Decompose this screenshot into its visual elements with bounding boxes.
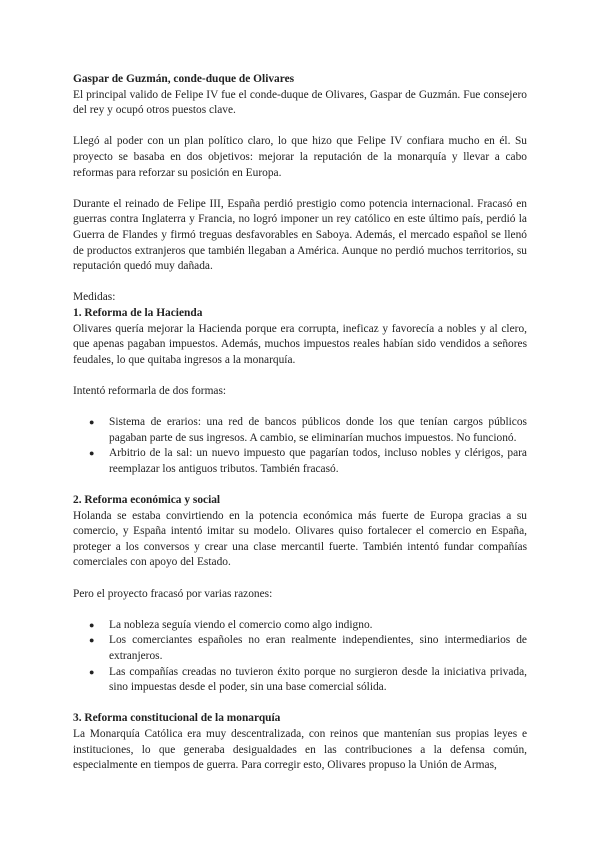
bullet-icon: ●	[89, 666, 95, 677]
intro-paragraph-1: El principal valido de Felipe IV fue el conde-duque de Olivares, Gaspar de Guzmán. Fue consejero del rey y ocupó otros puestos clave.	[73, 88, 527, 117]
list-item	[73, 618, 527, 634]
spacer	[73, 477, 527, 493]
spacer	[73, 368, 527, 384]
section2-lead: Pero el proyecto fracasó por varias razones:	[73, 587, 273, 600]
list-item	[73, 665, 527, 696]
intro-paragraph-3: Durante el reinado de Felipe III, España perdió prestigio como potencia internacional. Fracasó en guerras contra Inglaterra y Francia, no logró imponer un rey católico en este último país, perdió la Guerra de Flandes y firmó treguas desfavorables en Saboya. Además, el mercado español se llenó de productos extranjeros que también llegaban a América. Aunque no perdió muchos territorios, su reputación quedó muy dañada.	[73, 197, 527, 273]
medidas-label: Medidas:	[73, 291, 116, 304]
list-item-text: Los comerciantes españoles no eran realmente independientes, sino intermediarios de extranjeros.	[109, 634, 527, 662]
section1-bullet-list	[73, 415, 527, 477]
list-item	[73, 633, 527, 664]
list-item-text: Las compañías creadas no tuvieron éxito porque no surgieron desde la iniciativa privada, sino impuestas desde el poder, sin una base comercial sólida.	[109, 665, 527, 694]
spacer	[73, 399, 527, 415]
spacer	[73, 571, 527, 587]
section2-paragraph: Holanda se estaba convirtiendo en la potencia económica más fuerte de Europa gracias a su comercio, y España intentó imitar su modelo. Olivares quiso fortalecer el comercio en España, proteger a los conversos y crear una clase mercantil fuerte. También intentó fundar compañías comerciales con apoyo del Estado.	[73, 509, 527, 569]
intro-paragraph-2: Llegó al poder con un plan político claro, lo que hizo que Felipe IV confiara mucho en él. Su proyecto se basaba en dos objetivos: mejorar la reputación de la monarquía y llevar a cabo reformas para reforzar su posición en Europa.	[73, 135, 527, 179]
spacer	[73, 275, 527, 291]
bullet-icon: ●	[89, 619, 95, 630]
list-item-text: Sistema de erarios: una red de bancos públicos donde los que tenían cargos públicos pagaban parte de sus ingresos. A cambio, se eliminarían muchos impuestos. No funcionó.	[109, 416, 527, 444]
spacer	[73, 696, 527, 712]
spacer	[73, 602, 527, 618]
list-item-text: La nobleza seguía viendo el comercio como algo indigno.	[109, 618, 373, 631]
spacer	[73, 119, 527, 135]
document-page	[73, 72, 527, 774]
section3-heading: 3. Reforma constitucional de la monarquía	[73, 712, 281, 725]
section2-bullet-list	[73, 618, 527, 696]
bullet-icon: ●	[89, 448, 95, 459]
section1-heading: 1. Reforma de la Hacienda	[73, 306, 203, 319]
section1-paragraph: Olivares quería mejorar la Hacienda porque era corrupta, ineficaz y favorecía a nobles y al clero, que apenas pagaban impuestos. Además, muchos impuestos reales habían sido vendidos a señores feudales, lo que quitaba ingresos a la monarquía.	[73, 322, 527, 366]
list-item-text: Arbitrio de la sal: un nuevo impuesto que pagarían todos, incluso nobles y clérigos, para reemplazar los antiguos tributos. También fracasó.	[109, 447, 527, 475]
section3-paragraph: La Monarquía Católica era muy descentralizada, con reinos que mantenían sus propias leyes e instituciones, lo que generaba desigualdades en las contribuciones a la defensa común, especialmente en tiempos de guerra. Para corregir esto, Olivares propuso la Unión de Armas,	[73, 727, 527, 772]
list-item	[73, 446, 527, 477]
document-title: Gaspar de Guzmán, conde-duque de Olivares	[73, 73, 295, 85]
bullet-icon: ●	[89, 417, 95, 428]
spacer	[73, 181, 527, 197]
section1-lead: Intentó reformarla de dos formas:	[73, 384, 227, 397]
list-item	[73, 415, 527, 446]
section2-heading: 2. Reforma económica y social	[73, 494, 221, 507]
bullet-icon: ●	[89, 635, 95, 646]
